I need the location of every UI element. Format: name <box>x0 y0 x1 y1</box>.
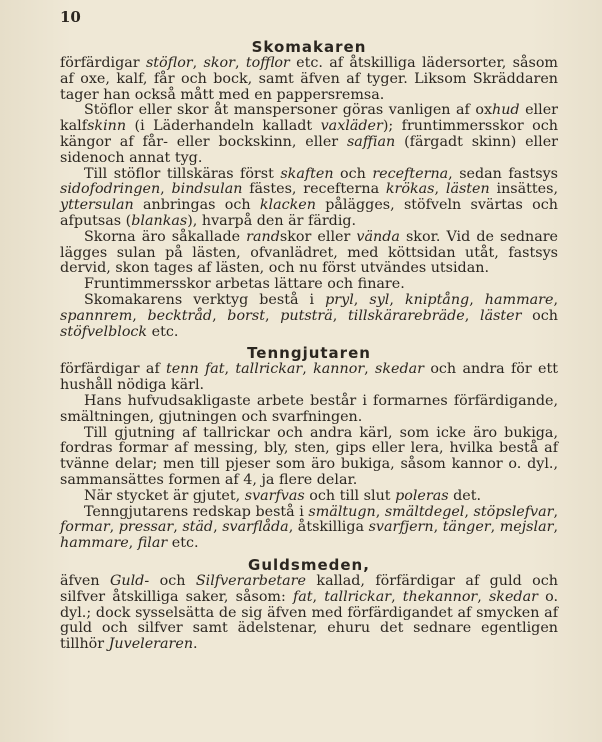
paragraph <box>60 56 558 103</box>
italic-term: blankas <box>131 212 188 229</box>
italic-term: klacken <box>259 197 316 214</box>
section-title-skomakaren: Skomakaren <box>251 38 367 56</box>
text-run: o. dyl.; dock sysselsätta de sig äfven med förfärdigandet af smycken af guld och silfver samt ädelstenar, ehuru det sednare egentligen tillhör <box>60 588 559 653</box>
text-run: , <box>490 519 500 536</box>
paragraph <box>60 103 558 166</box>
paragraph <box>60 167 558 230</box>
text-run: , sedan fastsys <box>448 165 558 182</box>
section-body-skomakaren <box>60 56 558 340</box>
text-run: , <box>192 55 204 71</box>
text-run: ), hvarpå den är färdig. <box>187 212 357 229</box>
italic-term: vaxläder <box>320 118 383 135</box>
italic-term: svarfvas <box>244 487 305 504</box>
text-run: och till slut <box>304 487 396 504</box>
italic-term: hud <box>492 102 520 119</box>
text-run: skor eller <box>279 228 357 245</box>
paragraph <box>60 489 558 505</box>
text-run: . <box>193 636 198 653</box>
italic-term: hammare <box>484 291 554 308</box>
italic-term: borst <box>227 307 265 324</box>
italic-term: sidofodringen <box>60 181 161 198</box>
text-run: (i Läderhandeln kalladt <box>126 118 321 135</box>
italic-term: skaften <box>280 165 334 182</box>
italic-term: tillskärarebräde <box>348 307 465 324</box>
italic-term: filar <box>137 535 168 552</box>
italic-term: spannrem <box>60 307 133 324</box>
italic-term: kannor <box>313 361 365 378</box>
text-run: Skomakarens verktyg bestå i <box>84 291 326 308</box>
paragraph <box>60 362 558 394</box>
text-run: fästes, recefterna <box>242 181 386 198</box>
text-run: Till stöflor tillskäras först <box>84 165 281 182</box>
italic-term: yttersulan <box>60 197 134 214</box>
text-run: , <box>234 55 246 71</box>
paragraph <box>60 293 558 340</box>
text-run: och <box>521 307 558 324</box>
italic-term: skedar <box>375 361 425 378</box>
italic-term: Silfverarbetare <box>195 572 306 589</box>
italic-term: pryl <box>325 291 354 308</box>
paragraph <box>60 574 558 653</box>
text-run: , <box>109 519 119 536</box>
text-run: , <box>173 519 183 536</box>
text-run: , <box>434 181 446 198</box>
text-run: anbringas och <box>133 197 260 214</box>
text-run: Skorna äro såkallade <box>84 228 247 245</box>
text-run: förfärdigar af <box>60 361 167 378</box>
text-run: , <box>464 307 480 324</box>
text-run: , åtskilliga <box>288 519 369 536</box>
italic-term: vända <box>356 228 400 245</box>
text-run: Hans hufvudsakligaste arbete består i formarnes förfärdigande, smältningen, gjutningen och svarfningen. <box>60 392 558 425</box>
text-run: etc. <box>147 323 179 340</box>
text-run: insättes, <box>489 181 559 198</box>
italic-term: rand <box>246 228 280 245</box>
text-run: eller kalf <box>60 102 558 135</box>
italic-term: stöflor <box>145 55 193 71</box>
text-run: , <box>553 291 559 308</box>
page-number: 10 <box>60 8 81 26</box>
text-run: , <box>332 307 348 324</box>
paragraph <box>60 505 558 552</box>
text-run: (färgadt skinn) eller sidenoch annat tyg. <box>60 133 558 166</box>
italic-term: smältugn <box>308 503 376 520</box>
text-run: , <box>391 588 403 605</box>
italic-term: svarflåda <box>222 519 289 536</box>
italic-term: smältdegel <box>384 503 465 520</box>
text-run: det. <box>448 487 482 504</box>
italic-term: svarfjern <box>368 519 434 536</box>
text-run: , <box>375 503 385 520</box>
text-run: skor. Vid de sednare lägges sulan på lästen, ofvanlädret, med köttsidan utåt, fastsys dervid, skon tages af lästen, och nu först utvändes utsidan. <box>60 228 559 277</box>
text-run: , <box>224 361 236 378</box>
text-run: , <box>353 291 370 308</box>
italic-term: tofflor <box>245 55 290 71</box>
italic-term: skedar <box>488 588 538 605</box>
text-run: , <box>213 519 223 536</box>
italic-term: lästen <box>445 181 490 198</box>
text-run: , <box>364 361 376 378</box>
italic-term: bindsulan <box>171 181 243 198</box>
section-title-guldsmeden: Guldsmeden, <box>248 555 370 574</box>
italic-term: recefterna <box>372 165 449 182</box>
text-run: När stycket är gjutet, <box>84 487 245 504</box>
text-run: , <box>160 181 172 198</box>
italic-term: Juveleraren <box>108 636 194 653</box>
italic-term: fat <box>292 588 313 605</box>
text-run: Stöflor eller skor åt manspersoner göras vanligen af ox <box>84 102 493 119</box>
paragraph <box>60 394 558 426</box>
italic-term: tallrickar <box>324 588 392 605</box>
text-run: etc. af åtskilliga lädersorter, såsom af oxe, kalf, får och bock, samt äfven af tyger. Liksom Skräddaren tager han också mått med en pappersremsa. <box>60 55 558 103</box>
italic-term: skor <box>203 55 235 71</box>
italic-term: syl <box>369 291 390 308</box>
text-run: , <box>553 519 558 536</box>
italic-term: saffian <box>346 133 396 150</box>
italic-term: tenn fat <box>166 361 225 378</box>
italic-term: städ <box>182 519 214 536</box>
italic-term: tallrickar <box>235 361 303 378</box>
italic-term: becktråd <box>147 307 213 324</box>
italic-term: putsträ <box>280 307 333 324</box>
text-run: , <box>264 307 281 324</box>
italic-term: stöfvelblock <box>60 323 148 340</box>
text-run: Fruntimmersskor arbetas lättare och finare. <box>84 276 405 293</box>
text-run: äfven <box>60 572 110 589</box>
text-run: ); fruntimmersskor och kängor af får- eller bockskinn, eller <box>60 118 558 150</box>
italic-term: hammare <box>60 535 129 552</box>
text-run: , <box>302 361 314 378</box>
text-run: etc. <box>167 535 199 552</box>
italic-term: mejslar <box>499 519 554 536</box>
text-run: Tenngjutarens redskap bestå i <box>84 503 309 520</box>
paragraph <box>60 426 558 489</box>
text-run: Till gjutning af tallrickar och andra kärl, som icke äro bukiga, fordras formar af messing, bly, sten, gips eller lera, hvilka bestå af tvänne delar; men till pjeser som äro bukiga, såsom kannor o. dyl., sammansättes formen af 4, ja flere delar. <box>60 424 558 488</box>
section-body-tenngjutaren <box>60 362 558 552</box>
text-run: förfärdigar <box>60 55 146 71</box>
text-run: kallad, förfärdigar af guld och silfver åtskilliga saker, såsom: <box>60 572 558 605</box>
text-run: pålägges, stöfveln svärtas och afputsas ( <box>60 197 558 229</box>
italic-term: kniptång <box>404 291 470 308</box>
italic-term: poleras <box>395 487 449 504</box>
text-run: , <box>464 503 474 520</box>
text-run: , <box>128 535 138 552</box>
italic-term: pressar <box>118 519 174 536</box>
text-run: , <box>132 307 148 324</box>
paragraph <box>60 230 558 277</box>
text-run: , <box>553 503 559 520</box>
text-run: och <box>149 572 196 589</box>
text-run: och <box>333 165 373 182</box>
text-run: och andra för ett hushåll nödiga kärl. <box>60 361 558 394</box>
italic-term: tänger <box>442 519 491 536</box>
text-run: , <box>312 588 325 605</box>
text-run: , <box>212 307 228 324</box>
italic-term: thekannor <box>402 588 478 605</box>
italic-term: stöpslefvar <box>473 503 554 520</box>
italic-term: läster <box>480 307 522 324</box>
italic-term: skinn <box>87 118 127 135</box>
text-run: , <box>469 291 485 308</box>
italic-term: formar <box>60 519 110 536</box>
section-title-tenngjutaren: Tenngjutaren <box>247 344 371 363</box>
section-body-guldsmeden <box>60 574 558 653</box>
italic-term: Guld- <box>109 572 150 589</box>
text-run: , <box>389 291 405 308</box>
italic-term: krökas <box>385 181 435 198</box>
paragraph <box>60 277 558 293</box>
text-run: , <box>477 588 489 605</box>
text-run: , <box>433 519 443 536</box>
